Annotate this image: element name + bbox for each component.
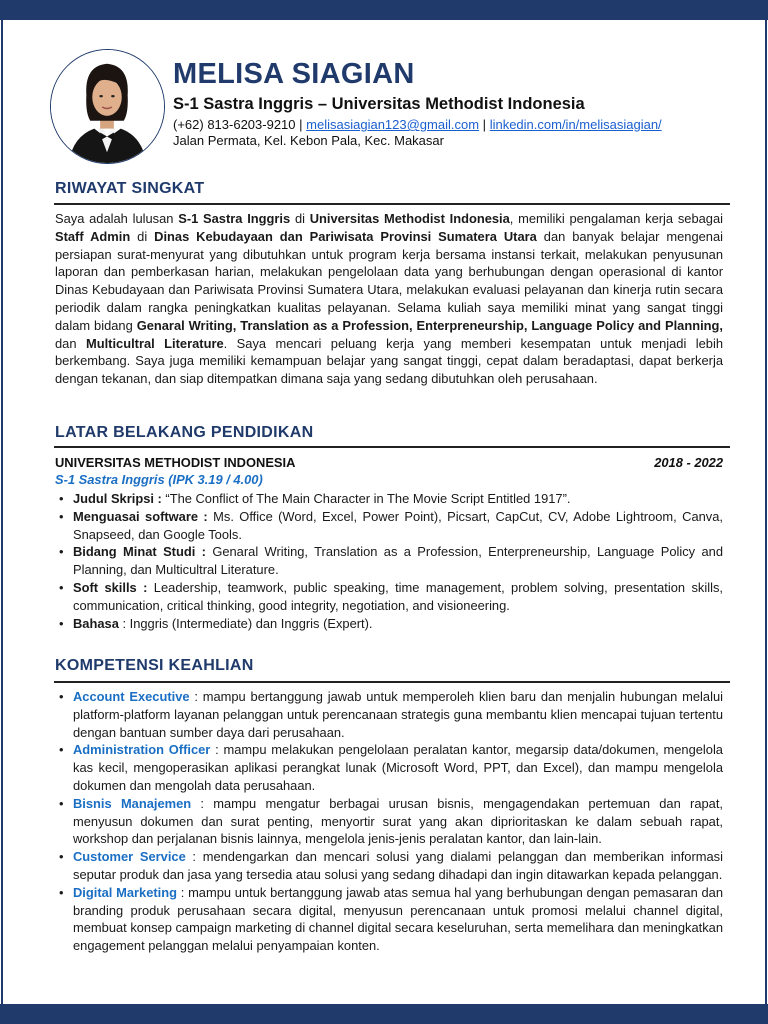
bullet-icon: • bbox=[59, 579, 64, 595]
address-line: Jalan Permata, Kel. Kebon Pala, Kec. Makasar bbox=[173, 133, 444, 148]
contact-separator: | bbox=[299, 117, 303, 132]
summary-paragraph: Saya adalah lulusan S-1 Sastra Inggris di Universitas Methodist Indonesia, memiliki pengalaman kerja sebagai Staff Admin di Dinas Kebudayaan dan Pariwisata Provinsi Sumatera Utara dan banyak belajar mengenai persiapan surat-menyurat yang dibutuhkan untuk program kerja bersama instansi terkait, melakukan penyusunan laporan dan pemberkasan harian, melakukan pengelolaan data yang berhubungan dengan operasional di kantor Dinas Kebudayaan dan Pariwisata Provinsi Sumatera Utara, melakukan evaluasi pelayanan dan kinerja rutin secara periodik dalam rangka peningkatkan kualitas pelayanan. Selama kuliah saya memiliki minat yang sangat tinggi dalam bidang Genaral Writing, Translation as a Profession, Enterpreneurship, Language Policy and Planning, dan Multicultral Literature. Saya mencari peluang kerja yang memberi kesempatan untuk menjadi lebih berkembang. Saya juga memiliki kemampuan belajar yang sangat tinggi, cepat dalam beradaptasi, dapat berkerja dengan tekanan, dan siap ditempatkan dimana saja yang sedang dibutuhkan oleh perusahaan. bbox=[55, 211, 724, 387]
education-list bbox=[55, 490, 723, 632]
bullet-icon: • bbox=[59, 742, 64, 758]
list-item: • Digital Marketing : mampu untuk bertanggung jawab atas semua hal yang berhubungan dengan pemasaran dan branding produk perusahaan secara digital, menyusun perencanaan untuk promosi melalui channel digital, membuat konsep campaign marketing di channel digital secara keseluruhan, serta memelihara dan meningkatkan engagement pelanggan melalui penyampaian konten. bbox=[59, 884, 723, 954]
section-divider bbox=[54, 681, 730, 683]
candidate-name: MELISA SIAGIAN bbox=[173, 58, 415, 90]
skills-list bbox=[55, 688, 723, 955]
section-divider bbox=[54, 446, 730, 448]
list-item: • Soft skills : Leadership, teamwork, public speaking, time management, problem solving, presentation skills, communication, critical thinking, good integrity, negotiation, and visioneering. bbox=[59, 579, 723, 613]
email-link[interactable]: melisasiagian123@gmail.com bbox=[306, 117, 480, 132]
list-item: • Administration Officer : mampu melakukan pengelolaan peralatan kantor, megarsip data/dokumen, mengelola kas kecil, mengoperasikan aplikasi perangkat lunak (Microsoft Word, PPT, dan Excel), dan mampu mengelola dokumen dan mengolah data perusahaan. bbox=[59, 742, 723, 793]
bullet-icon: • bbox=[59, 884, 64, 900]
list-item: • Menguasai software : Ms. Office (Word, Excel, Power Point), Picsart, CapCut, CV, Adobe Lightroom, Canva, Snapseed, dan Google Tools. bbox=[59, 508, 723, 542]
bullet-icon: • bbox=[59, 491, 64, 506]
bullet-icon: • bbox=[59, 615, 64, 631]
bullet-icon: • bbox=[59, 544, 64, 560]
contact-separator: | bbox=[482, 117, 487, 132]
bullet-icon: • bbox=[59, 849, 64, 865]
phone-number: (+62) 813-6203-9210 bbox=[173, 117, 296, 132]
education-major: S-1 Sastra Inggris (IPK 3.19 / 4.00) bbox=[55, 472, 263, 487]
profile-photo-illustration bbox=[51, 50, 164, 163]
list-item: • Customer Service : mendengarkan dan mencari solusi yang dialami pelanggan dan memberikan informasi seputar produk dan jasa yang tersedia atau solusi yang sedang dihadapi dan ingin ditawarkan kepada pelanggan. bbox=[59, 849, 723, 882]
list-item: • Bisnis Manajemen : mampu mengatur berbagai urusan bisnis, mengagendakan pertemuan dan rapat, menyusun dokumen dan surat penting, menyortir surat yang akan diprioritaskan ke dalam sebuah rapat, workshop dan perjalanan bisnis lainnya, mengelola jenis-jenis peralatan kantor, dan lain-lain. bbox=[59, 795, 723, 847]
section-title-skills: KOMPETENSI KEAHLIAN bbox=[55, 657, 254, 674]
list-item: • Bahasa : Inggris (Intermediate) dan Inggris (Expert). bbox=[59, 615, 373, 631]
contact-line bbox=[173, 117, 662, 132]
degree-line: S-1 Sastra Inggris – Universitas Methodist Indonesia bbox=[173, 95, 585, 113]
school-name: UNIVERSITAS METHODIST INDONESIA bbox=[55, 455, 296, 470]
profile-photo bbox=[50, 49, 165, 164]
section-divider bbox=[54, 203, 730, 205]
linkedin-link[interactable]: linkedin.com/in/melisasiagian/ bbox=[489, 117, 662, 132]
list-item: • Bidang Minat Studi : Genaral Writing, Translation as a Profession, Enterpreneurship, Language Policy and Planning, dan Multicultral Literature. bbox=[59, 544, 723, 578]
list-item: • Judul Skripsi : “The Conflict of The Main Character in The Movie Script Entitled 1917”. bbox=[59, 491, 571, 506]
bullet-icon: • bbox=[59, 795, 64, 811]
bullet-icon: • bbox=[59, 508, 64, 524]
education-header bbox=[55, 455, 723, 470]
section-title-education: LATAR BELAKANG PENDIDIKAN bbox=[55, 424, 314, 441]
bottom-banner bbox=[0, 1004, 768, 1024]
education-years: 2018 - 2022 bbox=[654, 455, 723, 470]
section-title-summary: RIWAYAT SINGKAT bbox=[55, 180, 205, 197]
list-item: • Account Executive : mampu bertanggung jawab untuk memperoleh klien baru dan menjalin hubungan melalui platform-platform layanan pelanggan untuk perencanaan strategis guna membantu klien mencapai tujuan tertentu dengan bantuan sumber daya dari perusahaan. bbox=[59, 689, 723, 740]
bullet-icon: • bbox=[59, 689, 64, 704]
